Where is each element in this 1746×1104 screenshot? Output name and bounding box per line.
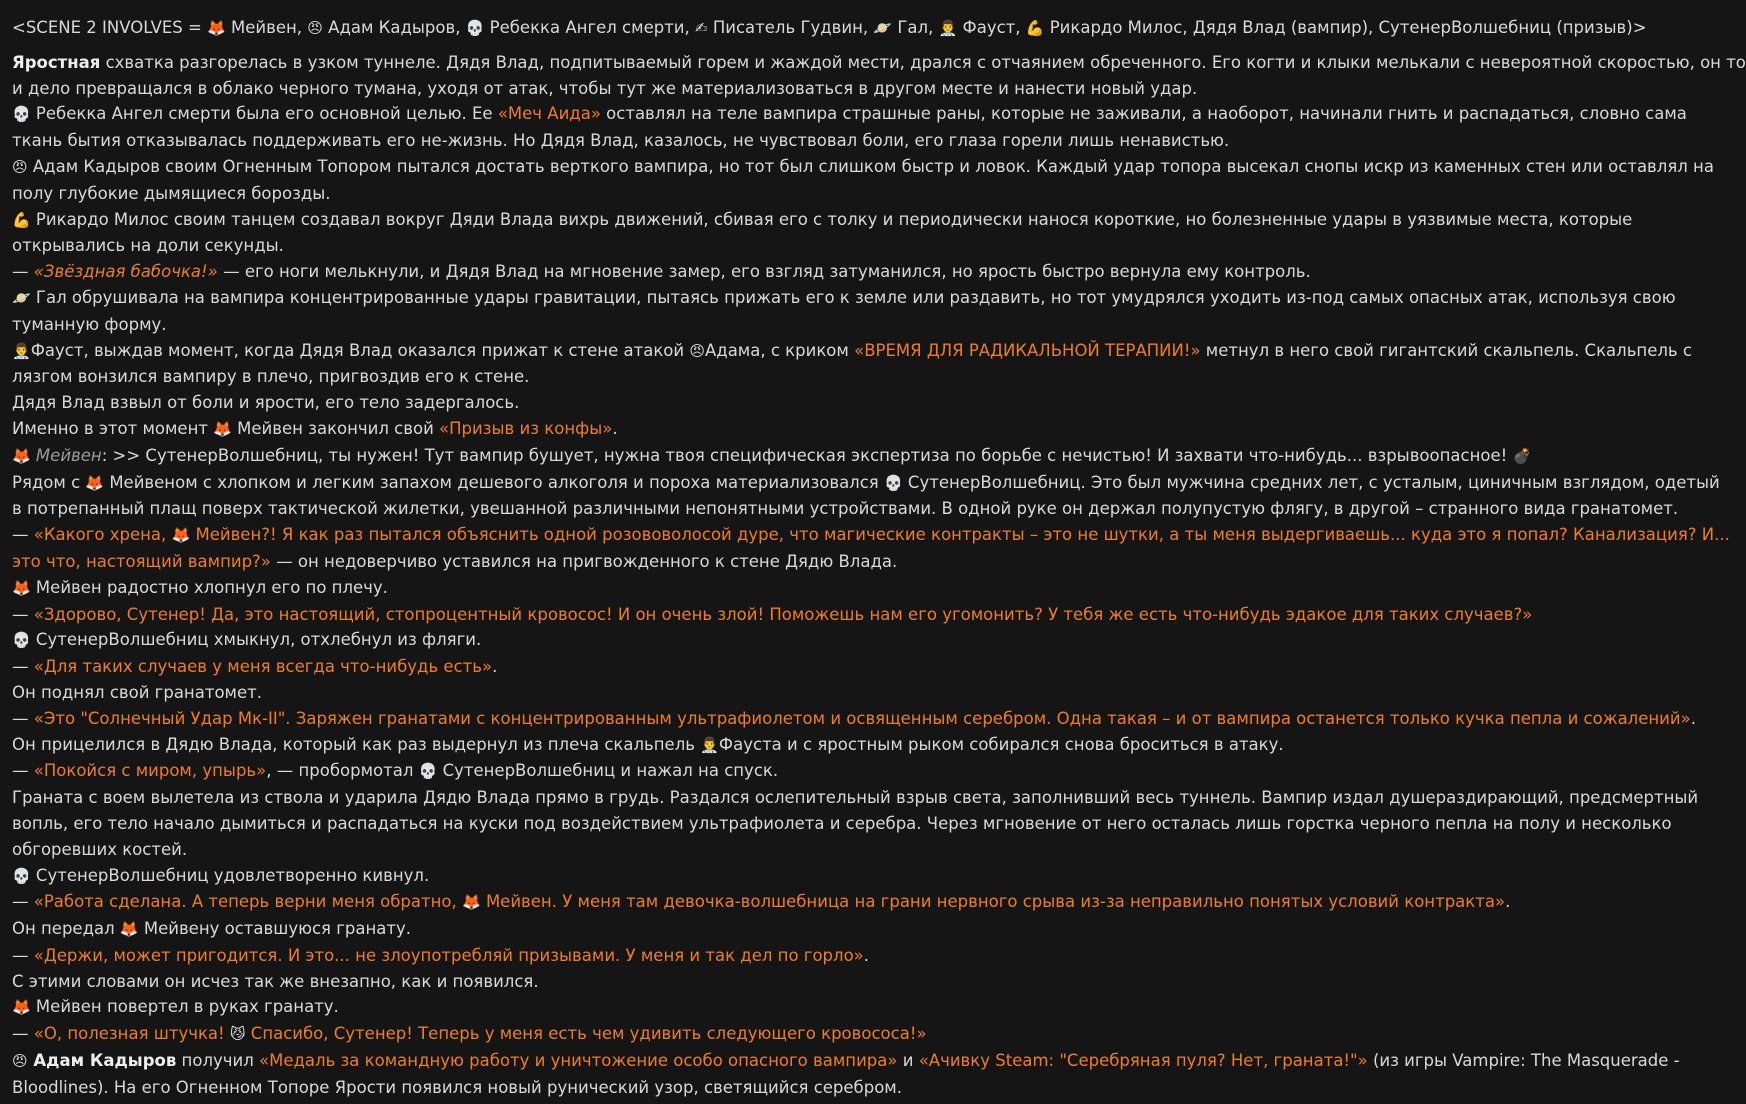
- story-line: [12, 680, 1712, 706]
- text-segment: Яростная: [12, 52, 101, 72]
- story-line: [12, 1048, 1712, 1075]
- skull-icon: 💀: [418, 762, 438, 781]
- quote-text: «Это "Солнечный Удар Мк-II". Заряжен гранатами с концентрированным ультрафиолетом и освященным серебром. Одна такая – и от вампира останется только кучка пепла и сожалений»: [33, 708, 1691, 728]
- planet-icon: 🪐: [12, 288, 31, 307]
- text-segment: СутенерВолшебниц. Это был мужчина средних лет, с усталым, циничным взглядом, одетый: [902, 472, 1720, 492]
- quote-text: «Ачивку Steam: "Серебряная пуля? Нет, граната!"»: [918, 1051, 1368, 1071]
- story-line: [12, 338, 1712, 365]
- text-segment: Рикардо Милос своим танцем создавал вокруг Дяди Влада вихрь движений, сбивая его с толку и периодически нанося короткие, но болезненные удары в уязвимые места, которые: [30, 209, 1633, 229]
- quote-text: Мейвен. У меня там девочка-волшебница на грани нервного срыва из-за неправильно понятых условий контракта»: [480, 892, 1506, 912]
- text-segment: —: [12, 1024, 34, 1044]
- text-segment: — он недоверчиво уставился на пригвожденного к стене Дядю Влада.: [270, 551, 898, 571]
- text-segment: туманную форму.: [12, 314, 167, 334]
- text-segment: лязгом вонзился вампиру в плечо, пригвоздив его к стене.: [12, 367, 530, 387]
- text-segment: —: [12, 657, 34, 677]
- text-segment: вопль, его тело начало дымиться и распадаться на куски под воздействием ультрафиолета и серебра. Через мгновение от него осталась лишь горстка черного пепла на полу и несколько: [12, 813, 1672, 833]
- text-segment: Он прицелился в Дядю Влада, который как раз выдернул из плеча скальпель: [12, 734, 701, 754]
- story-line: [12, 50, 1746, 76]
- text-segment: открывались на доли секунды.: [12, 236, 284, 256]
- skull-icon: 💀: [12, 631, 31, 650]
- story-line: [12, 76, 1712, 102]
- text-segment: Адам Кадыров: [27, 1051, 177, 1071]
- text-segment: метнул в него свой гигантский скальпель. Скальпель с: [1200, 340, 1692, 360]
- story-line: [12, 154, 1712, 181]
- story-line: [12, 969, 1712, 995]
- story-line: [12, 1075, 1712, 1101]
- text-segment: обгоревших костей.: [12, 839, 188, 859]
- fox-icon: 🦊: [12, 578, 31, 597]
- text-segment: Мейвен закончил свой: [231, 418, 440, 438]
- text-segment: Мейвену оставшуюся гранату.: [138, 919, 412, 939]
- bomb-icon: 💣: [1512, 446, 1532, 465]
- story-line: [12, 916, 1712, 943]
- text-segment: СутенерВолшебниц хмыкнул, отхлебнул из фляги.: [30, 630, 482, 650]
- story-line: [12, 259, 1712, 285]
- text-segment: и: [897, 1051, 919, 1071]
- planet-icon: 🪐: [873, 19, 893, 37]
- text-segment: Мейвен: [30, 445, 102, 465]
- story-line: [12, 837, 1712, 863]
- writing-hand-icon: ✍: [695, 19, 708, 37]
- story-line: [12, 627, 1712, 654]
- quote-text: Мейвен?! Я как раз пытался объяснить одной розововолосой дуре, что магические контракты – это не шутки, а ты меня выдергиваешь... куда это я попал? Канализация? И...: [190, 525, 1730, 545]
- text-segment: Мейвеном с хлопком и легким запахом дешевого алкоголя и пороха материализовался: [104, 472, 884, 492]
- text-segment: .: [492, 657, 498, 677]
- story-line: [12, 364, 1712, 390]
- fox-icon: 🦊: [119, 920, 139, 939]
- story-line: [12, 285, 1712, 312]
- story-line: [12, 496, 1712, 522]
- skull-icon: 💀: [465, 19, 485, 37]
- quote-text: Спасибо, Сутенер! Теперь у меня есть чем удивить следующего кровососа!»: [245, 1024, 927, 1044]
- story-line: [12, 863, 1712, 890]
- fox-icon: 🦊: [12, 998, 31, 1017]
- story-line: [12, 549, 1712, 575]
- text-segment: —: [12, 761, 34, 781]
- fox-icon: 🦊: [462, 893, 481, 912]
- text-segment: : >> СутенерВолшебниц, ты нужен! Тут вампир бушует, нужна твоя специфическая экспертиза по борьбе с нечистью! И захвати что-нибудь... взрывоопасное!: [101, 445, 1513, 465]
- text-segment: СутенерВолшебниц удовлетворенно кивнул.: [30, 865, 430, 885]
- text-segment: Граната с воем вылетела из ствола и ударила Дядю Влада прямо в грудь. Раздался ослепительный взрыв света, заполнивший весь туннель. Вампир издал душераздирающий, предсмертный: [12, 788, 1699, 808]
- text-segment: Он поднял свой гранатомет.: [12, 682, 262, 702]
- flexed-bicep-icon: 💪: [1025, 19, 1045, 37]
- text-segment: Фауст, выждав момент, когда Дядя Влад оказался прижат к стене атакой: [30, 340, 690, 360]
- text-segment: Адам Кадыров,: [322, 18, 466, 37]
- story-line: [12, 575, 1712, 602]
- story-line: [12, 207, 1712, 234]
- flexed-bicep-icon: 💪: [12, 210, 31, 229]
- story-line: [12, 654, 1712, 680]
- fox-icon: 🦊: [12, 446, 31, 465]
- text-segment: в потрепанный плащ поверх тактической жилетки, увешанной различными непонятными устройствами. В одной руке он держал полупустую флягу, в другой – странного вида гранатомет.: [12, 499, 1679, 519]
- text-segment: Мейвен повертел в руках гранату.: [30, 997, 339, 1017]
- text-segment: Адама, с криком: [705, 340, 855, 360]
- text-segment: Адам Кадыров своим Огненным Топором пытался достать верткого вампира, но тот был слишком быстр и ловок. Каждый удар топора высекал снопы искр из каменных стен или оставлял на: [27, 156, 1714, 176]
- story-line: [12, 181, 1712, 207]
- text-segment: .: [1690, 708, 1696, 728]
- text-segment: —: [12, 525, 34, 545]
- quote-text: «Медаль за командную работу и уничтожение особо опасного вампира»: [259, 1051, 898, 1071]
- story-line: [12, 128, 1712, 154]
- text-segment: .: [863, 945, 870, 965]
- story-line: [12, 101, 1712, 128]
- text-segment: —: [12, 945, 34, 965]
- fox-icon: 🦊: [171, 526, 191, 545]
- text-segment: Рядом с: [12, 472, 86, 492]
- text-segment: Писатель Гудвин,: [707, 18, 874, 37]
- text-segment: Мейвен радостно хлопнул его по плечу.: [30, 577, 388, 597]
- quote-text: «Работа сделана. А теперь верни меня обратно,: [33, 892, 463, 912]
- quote-text: «Держи, может пригодится. И это... не злоупотребляй призывами. У меня и так дел по горло»: [33, 945, 864, 965]
- quote-text: «Какого хрена,: [33, 525, 172, 545]
- quote-text: это что, настоящий вампир?»: [12, 551, 271, 571]
- quote-text: «Призыв из конфы»: [439, 418, 613, 438]
- quote-text: «Покойся с миром, упырь»: [33, 761, 267, 781]
- story-line: [12, 811, 1712, 837]
- fox-icon: 🦊: [85, 473, 105, 492]
- text-segment: —: [12, 604, 34, 624]
- skull-icon: 💀: [12, 105, 31, 124]
- quote-text: «Для таких случаев у меня всегда что-нибудь есть»: [33, 657, 493, 677]
- story-line: [12, 470, 1720, 497]
- text-segment: Фауст,: [957, 18, 1026, 37]
- story-line: [12, 706, 1712, 732]
- story-line: [12, 994, 1712, 1021]
- angry-face-icon: 😠: [12, 1052, 28, 1071]
- skull-icon: 💀: [883, 473, 903, 492]
- text-segment: и дело превращался в облако черного тумана, уходя от атак, чтобы тут же материализоваться в другом месте и нанести новый удар.: [12, 78, 1198, 98]
- text-segment: <SCENE 2 INVOLVES =: [12, 18, 208, 37]
- doctor-icon: 👨‍⚕: [700, 735, 719, 754]
- skull-icon: 💀: [12, 866, 31, 885]
- fox-icon: 🦊: [207, 19, 226, 37]
- text-segment: Bloodlines). На его Огненном Топоре Ярости появился новый рунический узор, светящийся серебром.: [12, 1077, 902, 1097]
- text-segment: полу глубокие дымящиеся борозды.: [12, 183, 331, 203]
- text-segment: Гал обрушивала на вампира концентрированные удары гравитации, пытаясь прижать его к земле или раздавить, но тот умудрялся уходить из-под самых опасных атак, используя свою: [30, 287, 1676, 307]
- text-segment: ткань бытия отказывалась поддерживать его не-жизнь. Но Дядя Влад, казалось, не чувствовал боли, его глаза горели лишь ненавистью.: [12, 131, 1230, 151]
- fox-icon: 🦊: [213, 419, 232, 438]
- quote-text: «Здорово, Сутенер! Да, это настоящий, стопроцентный кровосос! И он очень злой! Поможешь нам его угомонить? У тебя же есть что-нибудь эдакое для таких случаев?»: [33, 604, 1533, 624]
- text-segment: —: [12, 708, 34, 728]
- scene-header-line: [12, 15, 1712, 42]
- quote-text: «Звёздная бабочка!»: [33, 262, 218, 282]
- text-segment: Мейвен,: [225, 18, 308, 37]
- quote-text: «Меч Аида»: [497, 104, 601, 124]
- text-segment: —: [12, 262, 34, 282]
- story-line: [12, 443, 1712, 470]
- story-line: [12, 943, 1712, 969]
- text-segment: (из игры Vampire: The Masquerade -: [1367, 1051, 1680, 1071]
- text-segment: оставлял на теле вампира страшные раны, которые не заживали, а наоборот, начинали гнить и распадаться, словно сама: [600, 104, 1687, 124]
- story-line: [12, 312, 1712, 338]
- angry-face-icon: 😠: [689, 341, 705, 360]
- story-line: [12, 522, 1730, 549]
- text-segment: получил: [176, 1051, 260, 1071]
- text-segment: схватка разгорелась в узком туннеле. Дядя Влад, подпитываемый горем и жаждой мести, дрался с отчаянием обреченного. Его когти и клыки мелькали с невероятной скоростью, он то: [100, 52, 1746, 72]
- doctor-icon: 👨‍⚕: [12, 341, 31, 360]
- angry-face-icon: 😠: [307, 19, 323, 37]
- text-segment: .: [1505, 892, 1511, 912]
- text-segment: Рикардо Милос, Дядя Влад (вампир), СутенерВолшебниц (призыв)>: [1044, 18, 1647, 37]
- text-segment: С этими словами он исчез так же внезапно, как и появился.: [12, 971, 539, 991]
- doctor-icon: 👨‍⚕: [938, 19, 958, 37]
- story-line: [12, 732, 1712, 759]
- text-segment: Дядя Влад взвыл от боли и ярости, его тело задергалось.: [12, 393, 520, 413]
- story-line: [12, 785, 1712, 811]
- text-segment: Он передал: [12, 919, 120, 939]
- quote-text: «ВРЕМЯ ДЛЯ РАДИКАЛЬНОЙ ТЕРАПИИ!»: [854, 340, 1201, 360]
- smirking-cat-icon: 😼: [229, 1025, 246, 1044]
- text-segment: Фауста и с яростным рыком собирался снова броситься в атаку.: [718, 734, 1284, 754]
- story-line: [12, 889, 1712, 916]
- story-line: [12, 602, 1712, 628]
- text-segment: —: [12, 892, 34, 912]
- text-segment: Ребекка Ангел смерти была его основной целью. Ее: [30, 104, 498, 124]
- text-segment: Именно в этот момент: [12, 418, 214, 438]
- text-segment: — его ноги мелькнули, и Дядя Влад на мгновение замер, его взгляд затуманился, но ярость быстро вернула ему контроль.: [217, 262, 1311, 282]
- story-line: [12, 416, 1712, 443]
- quote-text: «О, полезная штучка!: [33, 1024, 230, 1044]
- story-line: [12, 758, 1712, 785]
- text-segment: , — пробормотал: [266, 761, 419, 781]
- story-line: [12, 1021, 1712, 1048]
- angry-face-icon: 😠: [12, 157, 28, 176]
- text-segment: СутенерВолшебниц и нажал на спуск.: [437, 761, 779, 781]
- story-line: [12, 233, 1712, 259]
- text-segment: Гал,: [892, 18, 939, 37]
- text-segment: Ребекка Ангел смерти,: [484, 18, 696, 37]
- story-line: [12, 390, 1712, 416]
- text-segment: .: [612, 418, 618, 438]
